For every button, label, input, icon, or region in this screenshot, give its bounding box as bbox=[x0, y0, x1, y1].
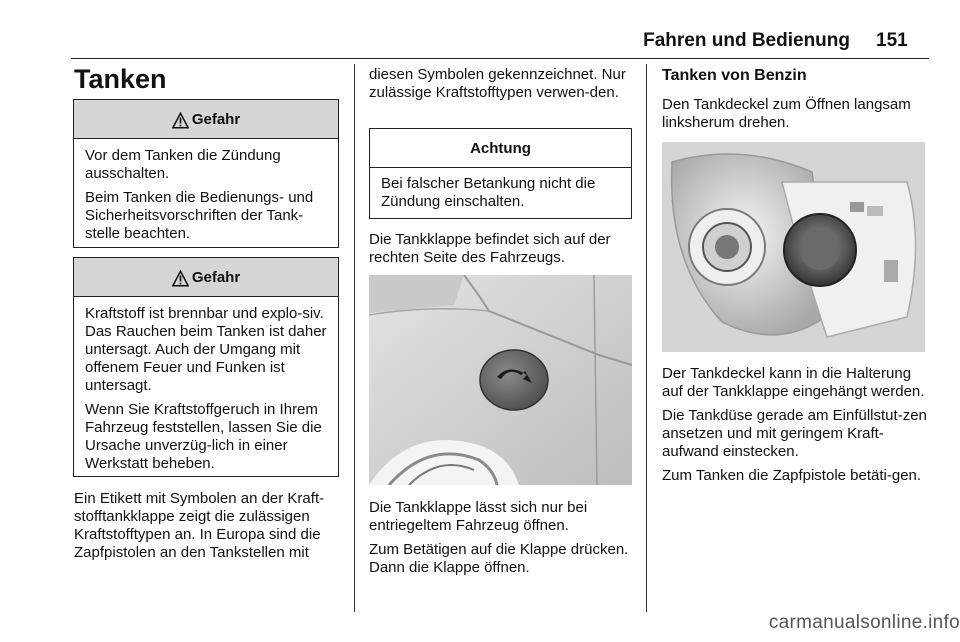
col3-para3: Die Tankdüse gerade am Einfüllstut-zen ansetzen und mit geringem Kraft-aufwand einstecken. bbox=[662, 407, 927, 460]
danger-box-1-text-2: Beim Tanken die Bedienungs- und Sicherheitsvorschriften der Tank-stelle beachten. bbox=[85, 189, 314, 242]
col3-para4: Zum Tanken die Zapfpistole betäti-gen. bbox=[662, 467, 922, 484]
caution-box-title: Achtung bbox=[470, 139, 531, 157]
danger-box-2-title: Gefahr bbox=[191, 268, 241, 286]
chapter-title: Fahren und Bedienung bbox=[643, 30, 850, 51]
col2-para2: Die Tankklappe lässt sich nur bei entriegeltem Fahrzeug öffnen. bbox=[369, 499, 588, 534]
danger-box-2-text-2: Wenn Sie Kraftstoffgeruch in Ihrem Fahrzeug feststellen, lassen Sie die Ursache unverzüg-lich in einer Werkstatt beheben. bbox=[85, 401, 322, 472]
danger-box-1-text-1: Vor dem Tanken die Zündung ausschalten. bbox=[85, 147, 281, 182]
danger-box-1-title: Gefahr bbox=[191, 110, 241, 128]
warning-triangle-icon bbox=[172, 270, 189, 287]
warning-triangle-icon bbox=[172, 112, 189, 129]
column-divider-1 bbox=[354, 64, 355, 612]
col3-heading: Tanken von Benzin bbox=[662, 67, 807, 84]
section-title: Tanken bbox=[74, 64, 167, 94]
header-rule bbox=[71, 58, 929, 59]
watermark: carmanualsonline.info bbox=[768, 612, 960, 633]
col3-para1: Den Tankdeckel zum Öffnen langsam linksherum drehen. bbox=[662, 96, 911, 131]
page-number: 151 bbox=[876, 30, 908, 51]
col2-intro: diesen Symbolen gekennzeichnet. Nur zulässige Kraftstofftypen verwen-den. bbox=[369, 66, 626, 101]
car-fuel-flap-illustration bbox=[369, 275, 632, 485]
caution-box-header bbox=[370, 129, 631, 168]
col2-para2-block bbox=[369, 499, 635, 583]
col1-paragraph: Ein Etikett mit Symbolen an der Kraft-stofftankklappe zeigt die zulässigen Kraftstofftypen an. In Europa sind die Zapfpistolen an den Tankstellen mit bbox=[74, 490, 325, 561]
danger-box-2-header bbox=[74, 258, 338, 297]
danger-box-2 bbox=[73, 257, 339, 477]
col2-para1: Die Tankklappe befindet sich auf der rechten Seite des Fahrzeugs. bbox=[369, 231, 611, 266]
fuel-flap-photo bbox=[369, 275, 632, 485]
col3-text-block bbox=[662, 365, 932, 491]
danger-box-2-text-1: Kraftstoff ist brennbar und explo-siv. Das Rauchen beim Tanken ist daher untersagt. Auch der Umgang mit offenem Feuer und Funken ist untersagt. bbox=[85, 305, 327, 394]
danger-box-1-header bbox=[74, 100, 338, 139]
fuel-cap-photo bbox=[662, 142, 925, 352]
col3-para2: Der Tankdeckel kann in die Halterung auf der Tankklappe eingehängt werden. bbox=[662, 365, 925, 400]
caution-box-text: Bei falscher Betankung nicht die Zündung einschalten. bbox=[381, 175, 596, 210]
column-divider-2 bbox=[646, 64, 647, 612]
col2-para3: Zum Betätigen auf die Klappe drücken. Dann die Klappe öffnen. bbox=[369, 541, 629, 576]
fuel-cap-illustration bbox=[662, 142, 925, 352]
caution-box bbox=[369, 128, 632, 219]
danger-box-1 bbox=[73, 99, 339, 248]
